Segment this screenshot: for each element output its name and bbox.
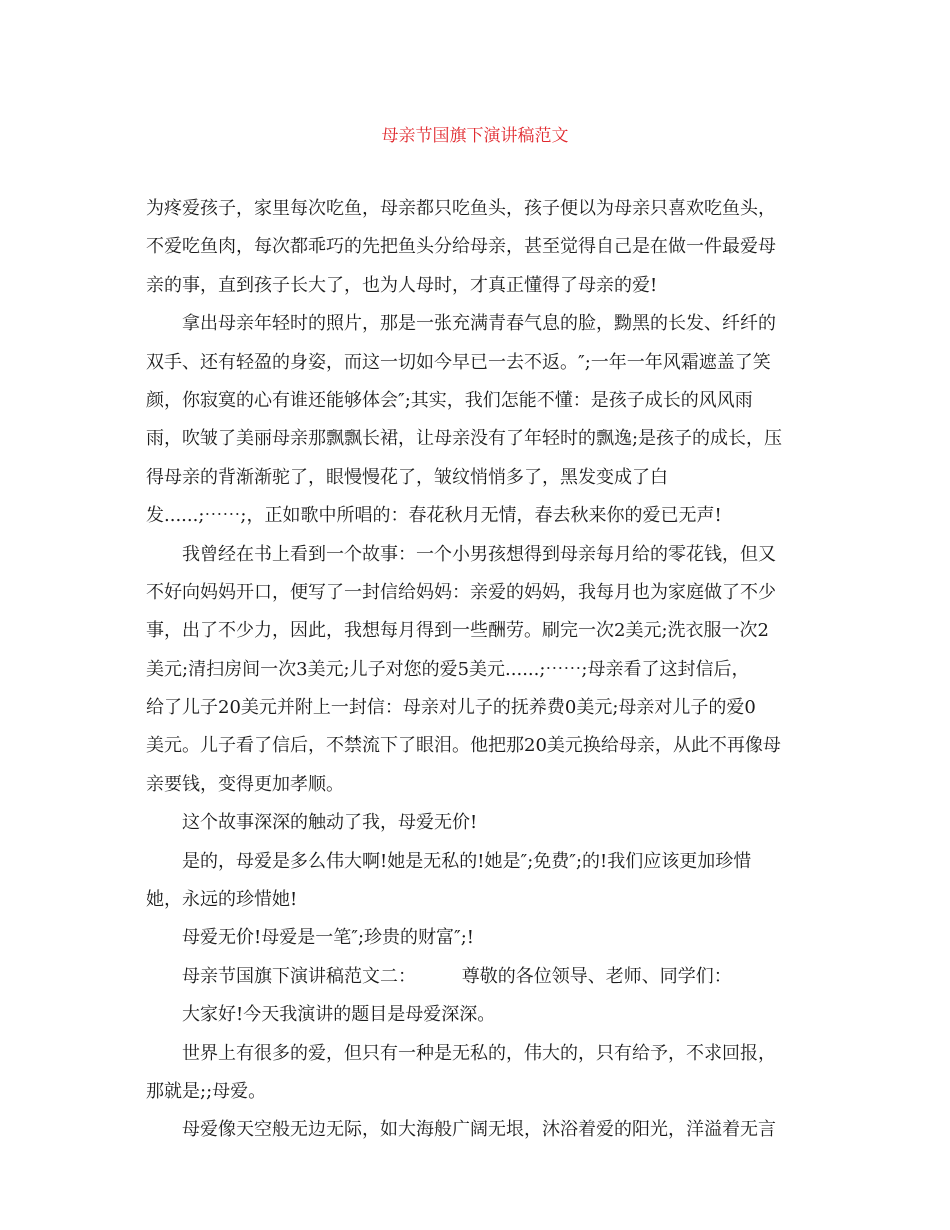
text-line: 事，出了不少力，因此，我想每月得到一些酬劳。刷完一次2美元;洗衣服一次2 bbox=[146, 620, 769, 642]
text-line: 我曾经在书上看到一个故事：一个小男孩想得到母亲每月给的零花钱，但又 bbox=[182, 543, 776, 565]
text-line: 亲的事，直到孩子长大了，也为人母时，才真正懂得了母亲的爱! bbox=[146, 274, 658, 296]
text-line: 美元;清扫房间一次3美元;儿子对您的爱5美元......;⋯⋯;母亲看了这封信后， bbox=[146, 658, 750, 680]
text-line: 雨，吹皱了美丽母亲那飘飘长裙，让母亲没有了年轻时的飘逸;是孩子的成长，压 bbox=[146, 428, 783, 450]
text-line: 颜，你寂寞的心有谁还能够体会″;其实，我们怎能不懂：是孩子成长的风风雨 bbox=[146, 389, 753, 411]
text-line: 不爱吃鱼肉，每次都乖巧的先把鱼头分给母亲，甚至觉得自己是在做一件最爱母 bbox=[146, 236, 776, 258]
text-line: 是的，母爱是多么伟大啊!她是无私的!她是″;免费″;的!我们应该更加珍惜 bbox=[182, 850, 752, 872]
text-line: 母亲节国旗下演讲稿范文二： 尊敬的各位领导、老师、同学们： bbox=[182, 965, 732, 987]
document-body bbox=[146, 190, 810, 1150]
text-line: 世界上有很多的爱，但只有一种是无私的，伟大的，只有给予，不求回报， bbox=[182, 1042, 776, 1064]
text-line: 双手、还有轻盈的身姿，而这一切如今早已一去不返。″;一年一年风霜遮盖了笑 bbox=[146, 351, 771, 373]
text-line: 发......;⋯⋯;，正如歌中所唱的：春花秋月无情，春去秋来你的爱已无声! bbox=[146, 505, 722, 527]
text-line: 亲要钱，变得更加孝顺。 bbox=[146, 773, 344, 795]
text-line: 那就是;;母爱。 bbox=[146, 1080, 267, 1102]
text-line: 美元。儿子看了信后，不禁流下了眼泪。他把那20美元换给母亲，从此不再像母 bbox=[146, 735, 781, 757]
text-line: 拿出母亲年轻时的照片，那是一张充满青春气息的脸，黝黑的长发、纤纤的 bbox=[182, 313, 776, 335]
document-title: 母亲节国旗下演讲稿范文 bbox=[381, 126, 569, 146]
text-line: 给了儿子20美元并附上一封信：母亲对儿子的抚养费0美元;母亲对儿子的爱0 bbox=[146, 697, 756, 719]
text-line: 为疼爱孩子，家里每次吃鱼，母亲都只吃鱼头，孩子便以为母亲只喜欢吃鱼头， bbox=[146, 198, 776, 219]
text-line: 得母亲的背渐渐驼了，眼慢慢花了，皱纹悄悄多了，黑发变成了白 bbox=[146, 466, 668, 488]
text-line: 她，永远的珍惜她! bbox=[146, 889, 298, 911]
text-line: 母爱无价!母爱是一笔″;珍贵的财富″;! bbox=[182, 927, 475, 949]
text-line: 不好向妈妈开口，便写了一封信给妈妈：亲爱的妈妈，我每月也为家庭做了不少 bbox=[146, 581, 776, 603]
text-line: 母爱像天空般无边无际，如大海般广阔无垠，沐浴着爱的阳光，洋溢着无言 bbox=[182, 1119, 776, 1141]
text-line: 这个故事深深的触动了我，母爱无价! bbox=[182, 812, 478, 834]
text-line: 大家好!今天我演讲的题目是母爱深深。 bbox=[182, 1004, 496, 1026]
